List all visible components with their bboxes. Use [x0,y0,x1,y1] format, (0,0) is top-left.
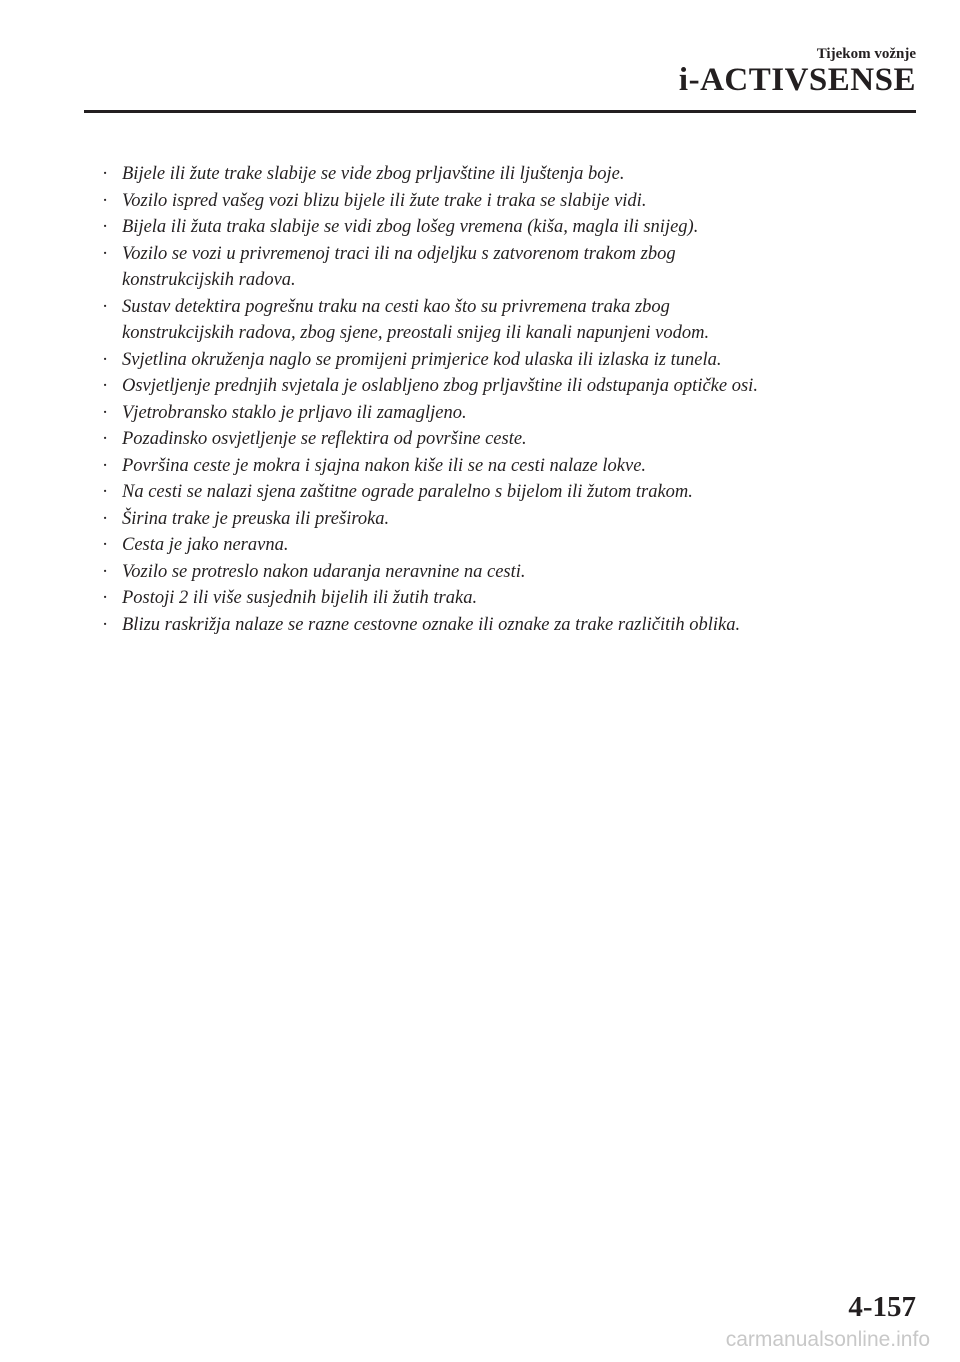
list-item [100,161,920,188]
bullet-icon: · [102,349,109,370]
bullet-icon: · [102,296,109,317]
list-item [100,294,920,347]
bullet-icon: · [102,429,109,449]
bullet-icon: · [102,455,109,476]
list-item [100,373,920,400]
list-item [100,585,920,612]
list-item [100,426,920,453]
list-item [100,188,920,215]
chapter-title: i-ACTIVSENSE [678,62,916,98]
bullet-icon: · [102,164,109,184]
list-item-text: Blizu raskrižja nalaze se razne cestovne oznake ili oznake za trake različitih oblika. [122,614,741,635]
list-item-text: Cesta je jako neravna. [122,535,289,555]
bullet-icon: · [102,402,109,423]
section-title: Tijekom vožnje [816,46,916,62]
page-number: 4-157 [848,1291,916,1323]
list-item [100,559,920,586]
bullet-icon: · [102,482,109,502]
bullet-icon: · [102,614,109,635]
list-item [100,532,920,559]
list-item [100,400,920,427]
list-item [100,453,920,480]
list-item-text: konstrukcijskih radova. [122,270,296,290]
bullet-icon: · [102,190,109,211]
list-item-text: Bijele ili žute trake slabije se vide zbog prljavštine ili ljuštenja boje. [122,164,625,184]
list-item [100,241,920,294]
bullet-icon: · [102,217,109,237]
list-item [100,506,920,533]
list-item-text: konstrukcijskih radova, zbog sjene, preostali snijeg ili kanali napunjeni vodom. [122,323,710,343]
bullet-icon: · [102,588,109,608]
list-item-text: Pozadinsko osvjetljenje se reflektira od površine ceste. [122,429,527,449]
list-item-text: Širina trake je preuska ili preširoka. [122,508,390,529]
watermark: carmanualsonline.info [725,1328,930,1351]
list-item [100,479,920,506]
list-item [100,347,920,374]
list-item-text: Sustav detektira pogrešnu traku na cesti kao što su privremena traka zbog [122,296,670,317]
list-item-text: Vozilo ispred vašeg vozi blizu bijele ili žute trake i traka se slabije vidi. [122,190,647,211]
bullet-icon: · [102,508,109,529]
header-divider [84,110,916,113]
list-item-text: Svjetlina okruženja naglo se promijeni primjerice kod ulaska ili izlaska iz tunela. [122,349,722,370]
list-item-text: Vjetrobransko staklo je prljavo ili zamagljeno. [122,402,467,423]
bullet-icon: · [102,535,109,555]
bullet-icon: · [102,243,109,264]
bullet-icon: · [102,376,109,396]
list-item [100,214,920,241]
list-item-text: Osvjetljenje prednjih svjetala je oslabljeno zbog prljavštine ili odstupanja optičke osi. [122,376,758,396]
list-item [100,612,920,639]
bullet-icon: · [102,561,109,582]
list-item-text: Vozilo se protreslo nakon udaranja neravnine na cesti. [122,561,526,582]
list-item-text: Na cesti se nalazi sjena zaštitne ograde paralelno s bijelom ili žutom trakom. [122,482,693,502]
list-item-text: Površina ceste je mokra i sjajna nakon kiše ili se na cesti nalaze lokve. [122,455,647,476]
condition-list [100,161,920,638]
list-item-text: Bijela ili žuta traka slabije se vidi zbog lošeg vremena (kiša, magla ili snijeg). [122,217,699,237]
list-item-text: Postoji 2 ili više susjednih bijelih ili žutih traka. [122,588,478,608]
list-item-text: Vozilo se vozi u privremenoj traci ili na odjeljku s zatvorenom trakom zbog [122,243,676,264]
